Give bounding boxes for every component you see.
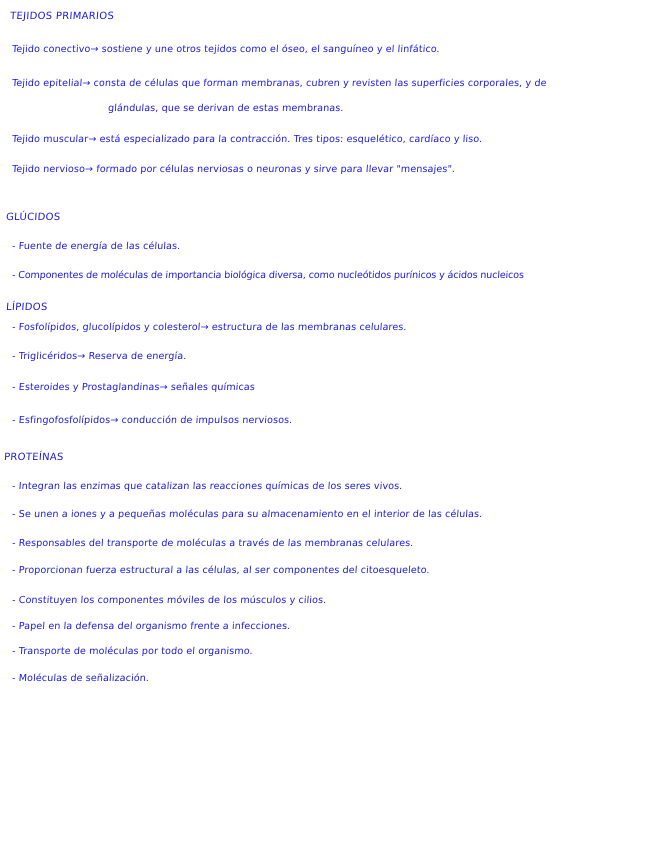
lipidos-item: - Esteroides y Prostaglandinas→ señales químicas bbox=[11, 382, 256, 393]
glucidos-item: - Componentes de moléculas de importancia biológica diversa, como nucleótidos purínicos y ácidos nucleicos bbox=[11, 270, 525, 281]
proteinas-item: - Proporcionan fuerza estructural a las células, al ser componentes del citoesqueleto. bbox=[11, 565, 431, 576]
glucidos-item: - Fuente de energía de las células. bbox=[11, 241, 181, 252]
proteinas-item: - Integran las enzimas que catalizan las reacciones químicas de los seres vivos. bbox=[11, 481, 403, 492]
lipidos-item: - Triglicéridos→ Reserva de energía. bbox=[11, 351, 187, 362]
proteinas-item: - Se unen a iones y a pequeñas moléculas para su almacenamiento en el interior de las células. bbox=[11, 509, 483, 520]
tejido-epitelial-line: Tejido epitelial→ consta de células que forman membranas, cubren y revisten las superficies corporales, y de bbox=[11, 78, 547, 89]
proteinas-item: - Papel en la defensa del organismo frente a infecciones. bbox=[11, 621, 291, 632]
lipidos-item: - Esfingofosfolípidos→ conducción de impulsos nerviosos. bbox=[11, 415, 293, 426]
tejido-conectivo-line: Tejido conectivo→ sostiene y une otros tejidos como el óseo, el sanguíneo y el linfático. bbox=[11, 44, 441, 55]
tejidos-heading: TEJIDOS PRIMARIOS bbox=[9, 11, 115, 22]
proteinas-item: - Responsables del transporte de moléculas a través de las membranas celulares. bbox=[11, 538, 414, 549]
proteinas-item: - Transporte de moléculas por todo el organismo. bbox=[11, 646, 254, 657]
proteinas-item: - Moléculas de señalización. bbox=[11, 673, 150, 684]
proteinas-heading: PROTEÍNAS bbox=[3, 452, 64, 463]
lipidos-item: - Fosfolípidos, glucolípidos y colesterol→ estructura de las membranas celulares. bbox=[11, 322, 407, 333]
tejido-epitelial-line-continued: glándulas, que se derivan de estas membranas. bbox=[107, 103, 344, 114]
lipidos-heading: LÍPIDOS bbox=[5, 302, 48, 313]
tejido-muscular-line: Tejido muscular→ está especializado para la contracción. Tres tipos: esquelético, cardíaco y liso. bbox=[11, 134, 483, 145]
tejido-nervioso-line: Tejido nervioso→ formado por células nerviosas o neuronas y sirve para llevar "mensajes". bbox=[11, 164, 456, 175]
proteinas-item: - Constituyen los componentes móviles de los músculos y cilios. bbox=[11, 595, 327, 606]
glucidos-heading: GLÚCIDOS bbox=[5, 212, 61, 223]
